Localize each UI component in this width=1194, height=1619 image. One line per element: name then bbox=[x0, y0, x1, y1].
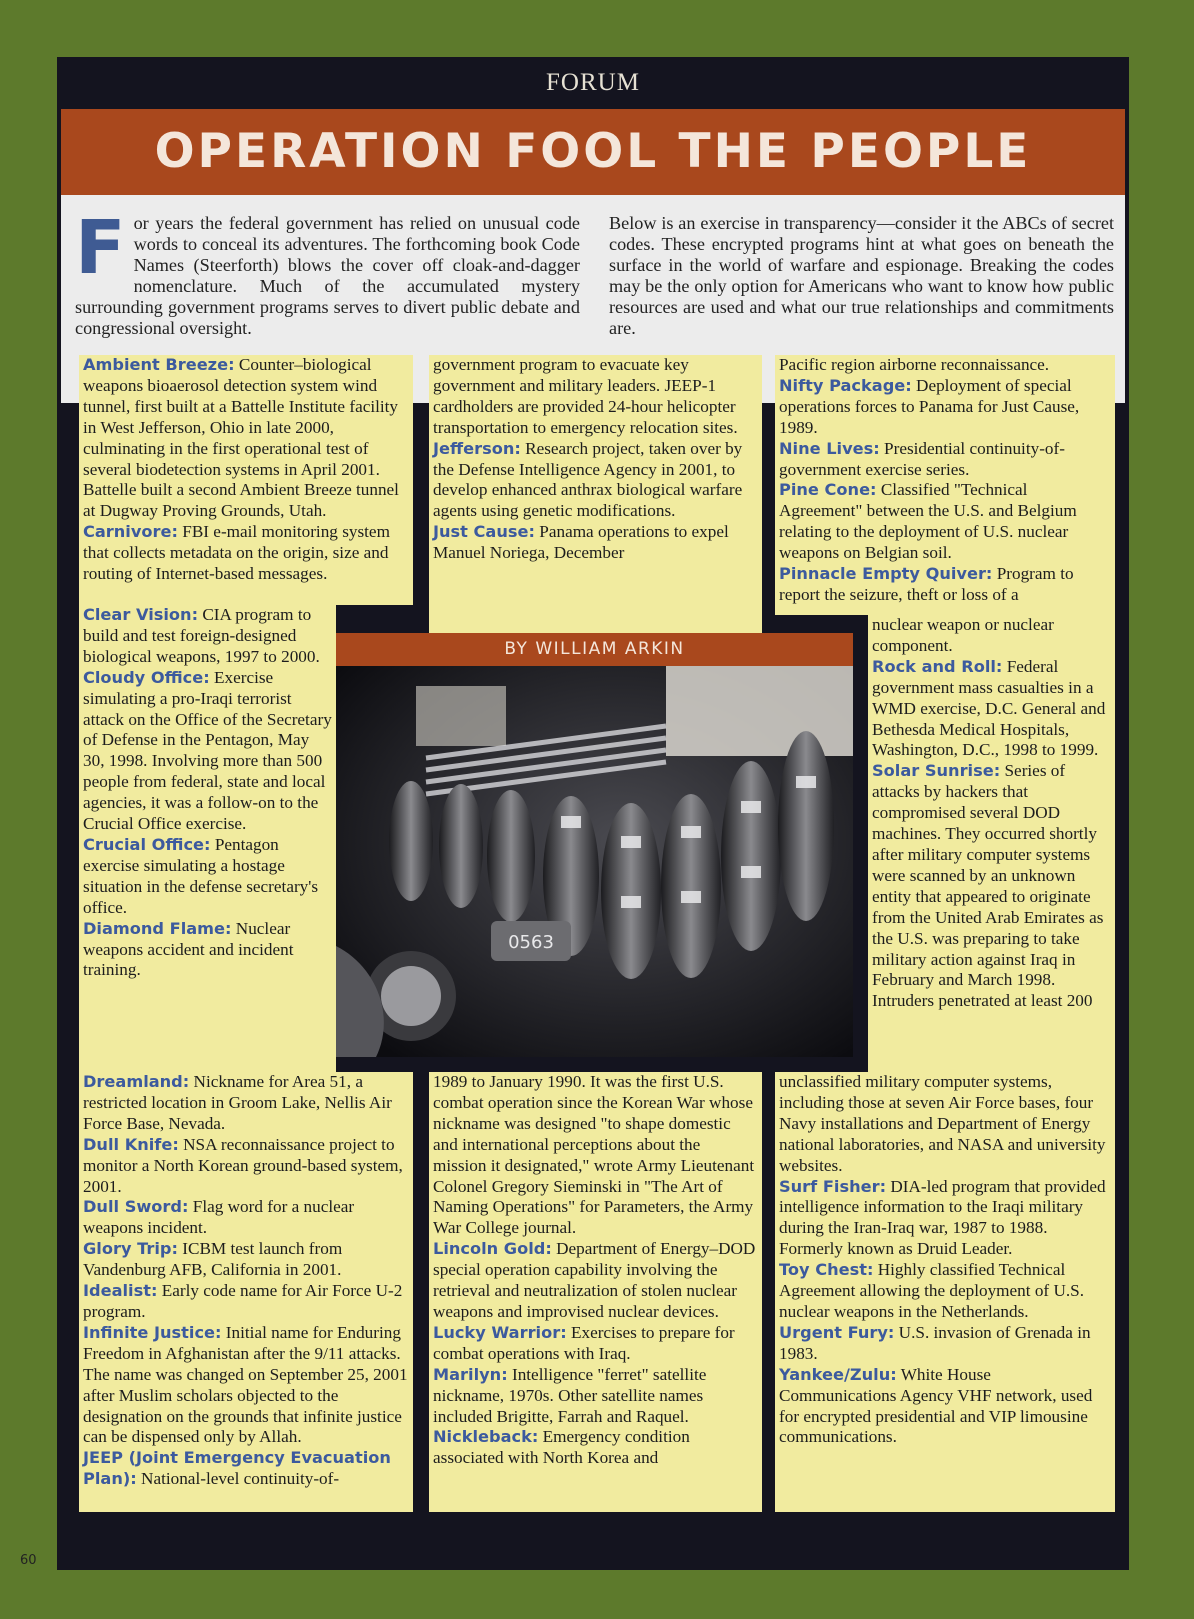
glossary-definition: unclassified military computer systems, including those at seven Air Force bases, four Navy installations and Department of Energy national laboratories, and NASA and university websites. bbox=[779, 1072, 1106, 1175]
glossary-definition: National-level continuity-of- bbox=[136, 1469, 340, 1489]
intro-left-text: or years the federal government has relied on unusual code words to conceal its adventures. The forthcoming book Code Names (Steerforth) blows the cover off cloak-and-dagger nomenclature. Much of the accumulated mystery surrounding government programs serves to divert public debate and congressional oversight. bbox=[75, 213, 580, 338]
glossary-definition: Exercises to prepare for combat operations with Iraq. bbox=[433, 1322, 735, 1363]
glossary-column-3-top bbox=[775, 355, 1115, 615]
glossary-entry bbox=[433, 1365, 758, 1428]
glossary-entry bbox=[83, 1135, 409, 1198]
glossary-entry bbox=[872, 657, 1111, 762]
glossary-term: JEEP (Joint Emergency Evacuation Plan): bbox=[83, 1448, 391, 1489]
glossary-entry bbox=[779, 1072, 1111, 1177]
glossary-definition: CIA program to build and test foreign-designed biological weapons, 1997 to 2000. bbox=[83, 605, 320, 666]
glossary-definition: Research project, taken over by the Defense Intelligence Agency in 2001, to develop enhanced anthrax biological warfare agents using genetic modifications. bbox=[433, 438, 743, 521]
section-label: FORUM bbox=[546, 69, 640, 96]
glossary-column-1 bbox=[79, 355, 413, 605]
glossary-entry bbox=[433, 355, 758, 439]
glossary-definition: DIA-led program that provided intelligence information to the Iraqi military during the Iran-Iraq war, 1987 to 1988. Formerly known as Druid Leader. bbox=[779, 1176, 1106, 1259]
intro-left-column bbox=[75, 205, 580, 339]
glossary-definition: Program to report the seizure, theft or loss of a bbox=[779, 564, 1074, 604]
glossary-definition: Flag word for a nuclear weapons incident. bbox=[83, 1197, 355, 1238]
glossary-term: Lincoln Gold: bbox=[433, 1239, 552, 1259]
glossary-term: Solar Sunrise: bbox=[872, 761, 1001, 781]
glossary-definition: Exercise simulating a pro-Iraqi terrorist attack on the Office of the Secretary of Defense in the Pentagon, May 30, 1998. Involving more than 500 people from federal, state and local agencies, it was a follow-on to the Crucial Office exercise. bbox=[83, 667, 332, 834]
glossary-entry bbox=[83, 1448, 409, 1490]
glossary-term: Nickleback: bbox=[433, 1427, 539, 1447]
glossary-entry bbox=[433, 1072, 758, 1239]
glossary-term: Urgent Fury: bbox=[779, 1322, 895, 1342]
glossary-entry bbox=[779, 355, 1111, 376]
glossary-term: Marilyn: bbox=[433, 1364, 508, 1384]
glossary-definition: Counter–biological weapons bioaerosol detection system wind tunnel, first built at a Battelle Institute facility in West Jefferson, Ohio in late 2000, culminating in the first operational test of several biodetection systems in April 2001. Battelle built a second Ambient Breeze tunnel at Dugway Proving Grounds, Utah. bbox=[83, 355, 399, 521]
glossary-term: Dull Knife: bbox=[83, 1134, 179, 1154]
glossary-definition: Presidential continuity-of-government exercise series. bbox=[779, 438, 1065, 479]
glossary-term: Surf Fisher: bbox=[779, 1176, 887, 1196]
glossary-definition: FBI e-mail monitoring system that collects metadata on the origin, size and routing of Internet-based messages. bbox=[83, 522, 390, 584]
glossary-definition: Panama operations to expel Manuel Noriega, December bbox=[433, 522, 729, 563]
glossary-term: Nifty Package: bbox=[779, 375, 912, 395]
glossary-term: Yankee/Zulu: bbox=[779, 1364, 897, 1384]
glossary-entry bbox=[779, 1323, 1111, 1365]
glossary-entry bbox=[83, 1281, 409, 1323]
glossary-entry bbox=[872, 615, 1111, 657]
glossary-term: Pinnacle Empty Quiver: bbox=[779, 564, 993, 584]
glossary-entry bbox=[433, 1427, 758, 1469]
glossary-entry bbox=[779, 1260, 1111, 1323]
glossary-entry bbox=[83, 1323, 409, 1448]
glossary-entry bbox=[83, 1239, 409, 1281]
glossary-entry bbox=[779, 439, 1111, 481]
glossary-definition: Emergency condition associated with North Korea and bbox=[433, 1427, 690, 1468]
glossary-definition: government program to evacuate key government and military leaders. JEEP-1 cardholders are provided 24-hour helicopter transportation to emergency relocation sites. bbox=[433, 355, 738, 437]
glossary-definition: NSA reconnaissance project to monitor a North Korean ground-based system, 2001. bbox=[83, 1134, 403, 1196]
glossary-term: Dreamland: bbox=[83, 1072, 190, 1091]
glossary-entry bbox=[779, 480, 1111, 564]
glossary-definition: Department of Energy–DOD special operation capability involving the retrieval and neutralization of stolen nuclear weapons and improvised nuclear devices. bbox=[433, 1239, 756, 1321]
glossary-definition: Early code name for Air Force U-2 program. bbox=[83, 1281, 403, 1321]
drop-cap: F bbox=[75, 205, 126, 291]
glossary-entry bbox=[779, 564, 1111, 606]
glossary-entry bbox=[83, 1197, 409, 1239]
glossary-entry bbox=[83, 835, 332, 919]
page-number: 60 bbox=[20, 1553, 37, 1568]
glossary-definition: White House Communications Agency VHF network, used for encrypted presidential and VIP limousine communications. bbox=[779, 1364, 1093, 1447]
glossary-column-2-bottom bbox=[429, 1072, 762, 1512]
glossary-term: Cloudy Office: bbox=[83, 667, 210, 687]
intro-right-column: Below is an exercise in transparency—consider it the ABCs of secret codes. These encrypted programs hint at what goes on beneath the surface in the world of warfare and espionage. Breaking the codes may be the only option for Americans who want to know how public resources are used and what our true relationships and commitments are. bbox=[609, 213, 1114, 338]
glossary-entry bbox=[433, 1239, 758, 1323]
glossary-term: Lucky Warrior: bbox=[433, 1322, 567, 1342]
glossary-term: Crucial Office: bbox=[83, 834, 211, 854]
glossary-column-1-bottom bbox=[79, 1072, 413, 1512]
glossary-definition: Initial name for Enduring Freedom in Afghanistan after the 9/11 attacks. The name was changed on September 25, 2001 after Muslim scholars objected to the designation on the grounds that infinite justice can be dispensed only by Allah. bbox=[83, 1322, 408, 1447]
glossary-term: Jefferson: bbox=[433, 438, 521, 458]
glossary-definition: Deployment of special operations forces to Panama for Just Cause, 1989. bbox=[779, 375, 1080, 437]
glossary-column-2-top bbox=[429, 355, 762, 633]
glossary-term: Pine Cone: bbox=[779, 480, 877, 500]
glossary-column-3-narrow bbox=[868, 615, 1115, 1072]
glossary-term: Diamond Flame: bbox=[83, 918, 232, 938]
glossary-definition: Nuclear weapons accident and incident training. bbox=[83, 918, 294, 980]
glossary-column-3-bottom bbox=[775, 1072, 1115, 1512]
glossary-definition: nuclear weapon or nuclear component. bbox=[872, 615, 1054, 655]
glossary-entry bbox=[872, 761, 1111, 1012]
cipher-machine-photo bbox=[336, 666, 853, 1057]
byline: BY WILLIAM ARKIN bbox=[336, 633, 853, 666]
glossary-definition: Pacific region airborne reconnaissance. bbox=[779, 355, 1050, 374]
glossary-definition: U.S. invasion of Grenada in 1983. bbox=[779, 1322, 1091, 1363]
glossary-term: Carnivore: bbox=[83, 522, 178, 542]
glossary-entry bbox=[83, 1072, 409, 1135]
glossary-definition: Highly classified Technical Agreement allowing the deployment of U.S. nuclear weapons in the Netherlands. bbox=[779, 1260, 1085, 1321]
glossary-entry bbox=[83, 668, 332, 835]
glossary-definition: Intelligence "ferret" satellite nickname, 1970s. Other satellite names included Brigitte, Farrah and Raquel. bbox=[433, 1364, 707, 1426]
glossary-definition: Federal government mass casualties in a WMD exercise, D.C. General and Bethesda Medical Hospitals, Washington, D.C., 1998 to 1999. bbox=[872, 656, 1106, 760]
glossary-entry bbox=[779, 376, 1111, 439]
glossary-term: Toy Chest: bbox=[779, 1260, 874, 1280]
glossary-entry bbox=[433, 439, 758, 523]
glossary-definition: Series of attacks by hackers that compromised several DOD machines. They occurred shortly after military computer systems were scanned by an unknown entity that appeared to originate from the United Arab Emirates as the U.S. was preparing to take military action against Iraq in February and March 1998. Intruders penetrated at least 200 bbox=[872, 761, 1104, 1011]
cipher-rotors-illustration bbox=[336, 666, 853, 1057]
glossary-term: Nine Lives: bbox=[779, 438, 880, 458]
counter-digits: 0563 bbox=[508, 932, 554, 953]
glossary-term: Dull Sword: bbox=[83, 1197, 189, 1217]
glossary-term: Clear Vision: bbox=[83, 605, 199, 624]
glossary-entry bbox=[83, 919, 332, 982]
glossary-term: Rock and Roll: bbox=[872, 656, 1003, 676]
glossary-definition: 1989 to January 1990. It was the first U.S. combat operation since the Korean War whose nickname was designed "to shape domestic and international perceptions about the mission it designated," wrote Army Lieutenant Colonel Gregory Sieminski in "The Art of Naming Operations" for Parameters, the Army War College journal. bbox=[433, 1072, 755, 1238]
page-title: OPERATION FOOL THE PEOPLE bbox=[61, 109, 1125, 195]
glossary-entry bbox=[433, 522, 758, 564]
glossary-entry bbox=[83, 522, 409, 585]
glossary-entry bbox=[433, 1323, 758, 1365]
glossary-entry bbox=[779, 1365, 1111, 1449]
glossary-definition: Nickname for Area 51, a restricted location in Groom Lake, Nellis Air Force Base, Nevada. bbox=[83, 1072, 392, 1133]
glossary-term: Ambient Breeze: bbox=[83, 355, 235, 374]
glossary-entry bbox=[83, 605, 332, 668]
glossary-entry bbox=[83, 355, 409, 522]
glossary-definition: Pentagon exercise simulating a hostage situation in the defense secretary's office. bbox=[83, 834, 319, 917]
glossary-term: Idealist: bbox=[83, 1281, 158, 1301]
glossary-term: Glory Trip: bbox=[83, 1239, 178, 1259]
glossary-definition: ICBM test launch from Vandenburg AFB, California in 2001. bbox=[83, 1239, 343, 1280]
glossary-entry bbox=[779, 1177, 1111, 1261]
glossary-term: Just Cause: bbox=[433, 522, 535, 542]
glossary-column-1-narrow bbox=[79, 605, 336, 1072]
glossary-term: Infinite Justice: bbox=[83, 1322, 222, 1342]
glossary-definition: Classified "Technical Agreement" between the U.S. and Belgium relating to the deployment of U.S. nuclear weapons on Belgian soil. bbox=[779, 480, 1077, 563]
